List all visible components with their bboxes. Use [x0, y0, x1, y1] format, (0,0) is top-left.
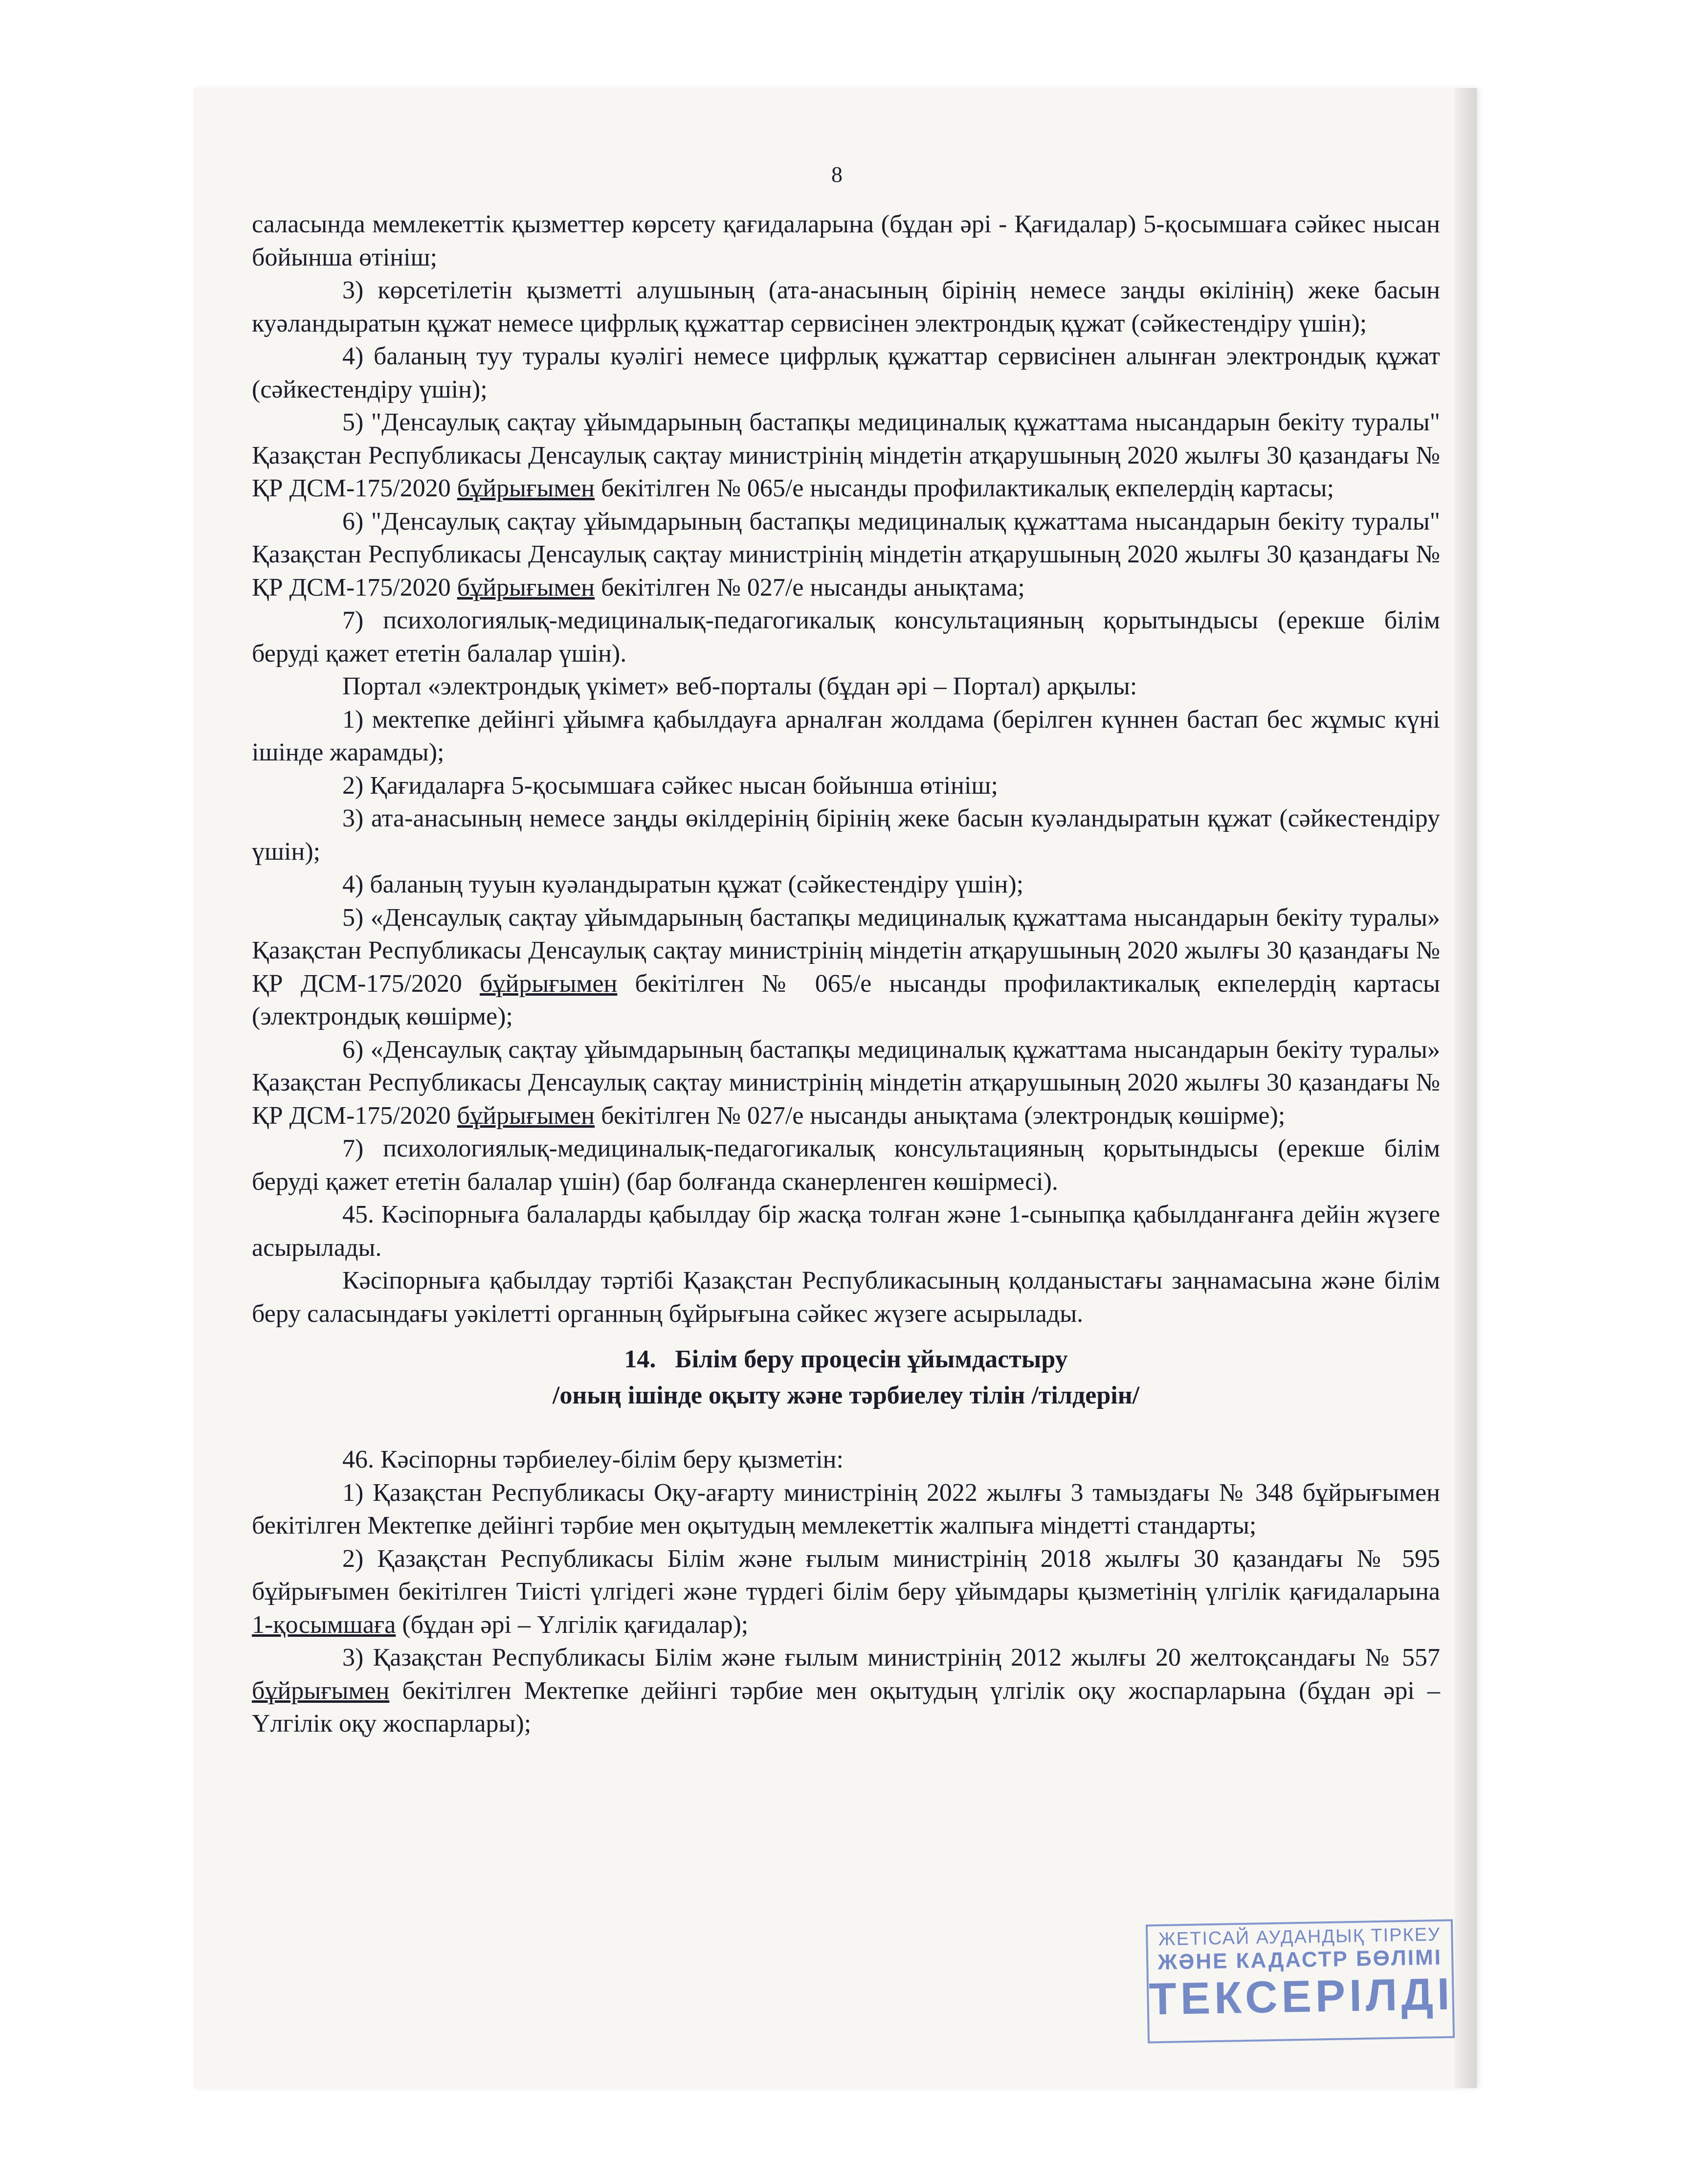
clause-45: 45. Кәсіпорнығa балаларды қабылдау бір жасқа толған және 1-сыныпқа қабылданғанға дейін жүзеге асырылады.	[252, 1201, 1440, 1262]
portal-item-2: 2) Қағидаларға 5-қосымшаға сәйкес нысан бойынша өтініш;	[342, 771, 998, 800]
registration-stamp	[1146, 1919, 1455, 2044]
paragraph-text: бекітілген № 027/е нысанды анықтама (электрондық көшірме);	[595, 1101, 1286, 1130]
section-heading	[252, 1343, 1440, 1376]
stamp-verified-label: ТЕКСЕРІЛДІ	[1148, 1969, 1454, 2025]
order-link[interactable]: бұйрығымен	[457, 1101, 595, 1130]
spacer	[252, 1330, 1440, 1340]
section-subtitle: /оның ішінде оқыту және тәрбиелеу тілін /тілдерін/	[552, 1381, 1140, 1409]
order-link[interactable]: бұйрығымен	[457, 573, 595, 602]
portal-item-3: 3) ата-анасының немесе заңды өкілдерінің бірінің жеке басын куәландыратын құжат (сәйкестендіру үшін);	[252, 804, 1440, 866]
paragraph-text: бекітілген Мектепке дейінгі тәрбие мен оқытудың үлгілік оқу жоспарларына (бұдан әрі – Үлгілік оқу жоспарлары);	[252, 1676, 1440, 1738]
paragraph-text: 6) «Денсаулық сақтау ұйымдарының бастапқы медициналық құжаттама нысандарын бекіту туралы» Қазақстан Республикасы Денсаулық сақтау министрінің міндетін атқарушының 2020 жылғы 30 қазандағы № ҚР ДСМ-175/2020	[252, 1035, 1440, 1130]
order-link[interactable]: бұйрығымен	[457, 474, 595, 502]
paragraph-text: бекітілген № 027/е нысанды анықтама;	[595, 573, 1025, 602]
document-body	[252, 208, 1440, 1740]
clause-46: 46. Кәсіпорны тәрбиелеу-білім беру қызметін:	[342, 1446, 844, 1473]
list-item-5	[252, 406, 1440, 505]
admission-order-paragraph: Кәсіпорнығa қабылдау тәртібі Қазақстан Республикасының қолданыстағы заңнамасына және білім беру саласындағы уәкілетті органның бұйрығына сәйкес жүзеге асырылады.	[252, 1267, 1440, 1328]
section-number: 14.	[624, 1345, 656, 1373]
order-link[interactable]: бұйрығымен	[480, 969, 618, 998]
section-title: Білім беру процесін ұйымдастыру	[675, 1345, 1068, 1373]
portal-intro: Портал «электрондық үкімет» веб-порталы (бұдан әрі – Портал) арқылы:	[342, 672, 1137, 700]
portal-item-4: 4) баланың тууын куәландыратын құжат (сәйкестендіру үшін);	[342, 870, 1024, 898]
order-link[interactable]: бұйрығымен	[252, 1676, 390, 1705]
stamp-line: ЖӘНЕ КАДАСТР БӨЛІМІ	[1157, 1945, 1443, 1975]
list-item-6	[252, 505, 1440, 604]
list-item-7: 7) психологиялық-медициналық-педагогикалық консультацияның қорытындысы (ерекше білім беруді қажет ететін балалар үшін).	[252, 606, 1440, 668]
paragraph-text: (бұдан әрі – Үлгілік қағидалар);	[396, 1610, 749, 1639]
paragraph-text: бекітілген № 065/е нысанды профилактикалық екпелердің картасы (электрондық көшірме);	[252, 969, 1440, 1030]
portal-item-1: 1) мектепке дейінгі ұйымға қабылдауға арналған жолдама (берілген күннен бастап бес жұмыс күні ішінде жарамды);	[252, 705, 1440, 766]
paragraph-text: 6) "Денсаулық сақтау ұйымдарының бастапқы медициналық құжаттама нысандарын бекіту туралы" Қазақстан Республикасы Денсаулық сақтау министрінің міндетін атқарушының 2020 жылғы 30 қазандағы № ҚР ДСМ-175/2020	[252, 507, 1440, 602]
paragraph-text: 5) "Денсаулық сақтау ұйымдарының бастапқы медициналық құжаттама нысандарын бекіту туралы" Қазақстан Республикасы Денсаулық сақтау министрінің міндетін атқарушының 2020 жылғы 30 қазандағы № ҚР ДСМ-175/2020	[252, 408, 1440, 502]
portal-item-7: 7) психологиялық-медициналық-педагогикалық консультацияның қорытындысы (ерекше білім беруді қажет ететін балалар үшін) (бар болғанда сканерленген көшірмесі).	[252, 1135, 1440, 1196]
paragraph-intro: саласында мемлекеттік қызметтер көрсету қағидаларына (бұдан әрі - Қағидалар) 5-қосымшаға сәйкес нысан бойынша өтініш;	[252, 210, 1440, 271]
paragraph-text: 3) Қазақстан Республикасы Білім және ғылым министрінің 2012 жылғы 20 желтоқсандағы № 557	[342, 1644, 1440, 1671]
paragraph-text: 5) «Денсаулық сақтау ұйымдарының бастапқы медициналық құжаттама нысандарын бекіту туралы» Қазақстан Республикасы Денсаулық сақтау министрінің міндетін атқарушының 2020 жылғы 30 қазандағы № ҚР ДСМ-175/2020	[252, 903, 1440, 998]
appendix-link[interactable]: 1-қосымшаға	[252, 1610, 396, 1639]
portal-item-5	[252, 901, 1440, 1033]
list-item-4: 4) баланың туу туралы куәлігі немесе цифрлық құжаттар сервисінен алынған электрондық құжат (сәйкестендіру үшін);	[252, 342, 1440, 403]
list-item-3: 3) көрсетілетін қызметті алушының (ата-анасының бірінің немесе заңды өкілінің) жеке басын куәландыратын құжат немесе цифрлық құжаттар сервисінен электрондық құжат (сәйкестендіру үшін);	[252, 276, 1440, 337]
paragraph-text: бекітілген № 065/е нысанды профилактикалық екпелердің картасы;	[595, 474, 1334, 502]
clause-46-item-2	[252, 1542, 1440, 1642]
stamp-line: ЖЕТІСАЙ АУДАНДЫҚ ТІРКЕУ	[1158, 1924, 1441, 1950]
paragraph-text: 2) Қазақстан Республикасы Білім және ғылым министрінің 2018 жылғы 30 қазандағы № 595 бұйрығымен бекітілген Тиісті үлгідегі және түрдегі білім беру ұйымдары қызметінің үлгілік қағидаларына	[252, 1544, 1440, 1605]
page-edge-shadow	[1455, 88, 1477, 2088]
page-number: 8	[831, 162, 843, 187]
clause-46-item-1: 1) Қазақстан Республикасы Оқу-ағарту министрінің 2022 жылғы 3 тамыздағы № 348 бұйрығымен бекітілген Мектепке дейінгі тәрбие мен оқытудың мемлекеттік жалпыға міндетті стандарты;	[252, 1478, 1440, 1539]
portal-item-6	[252, 1033, 1440, 1133]
spacer	[252, 1412, 1440, 1443]
clause-46-item-3	[252, 1641, 1440, 1740]
